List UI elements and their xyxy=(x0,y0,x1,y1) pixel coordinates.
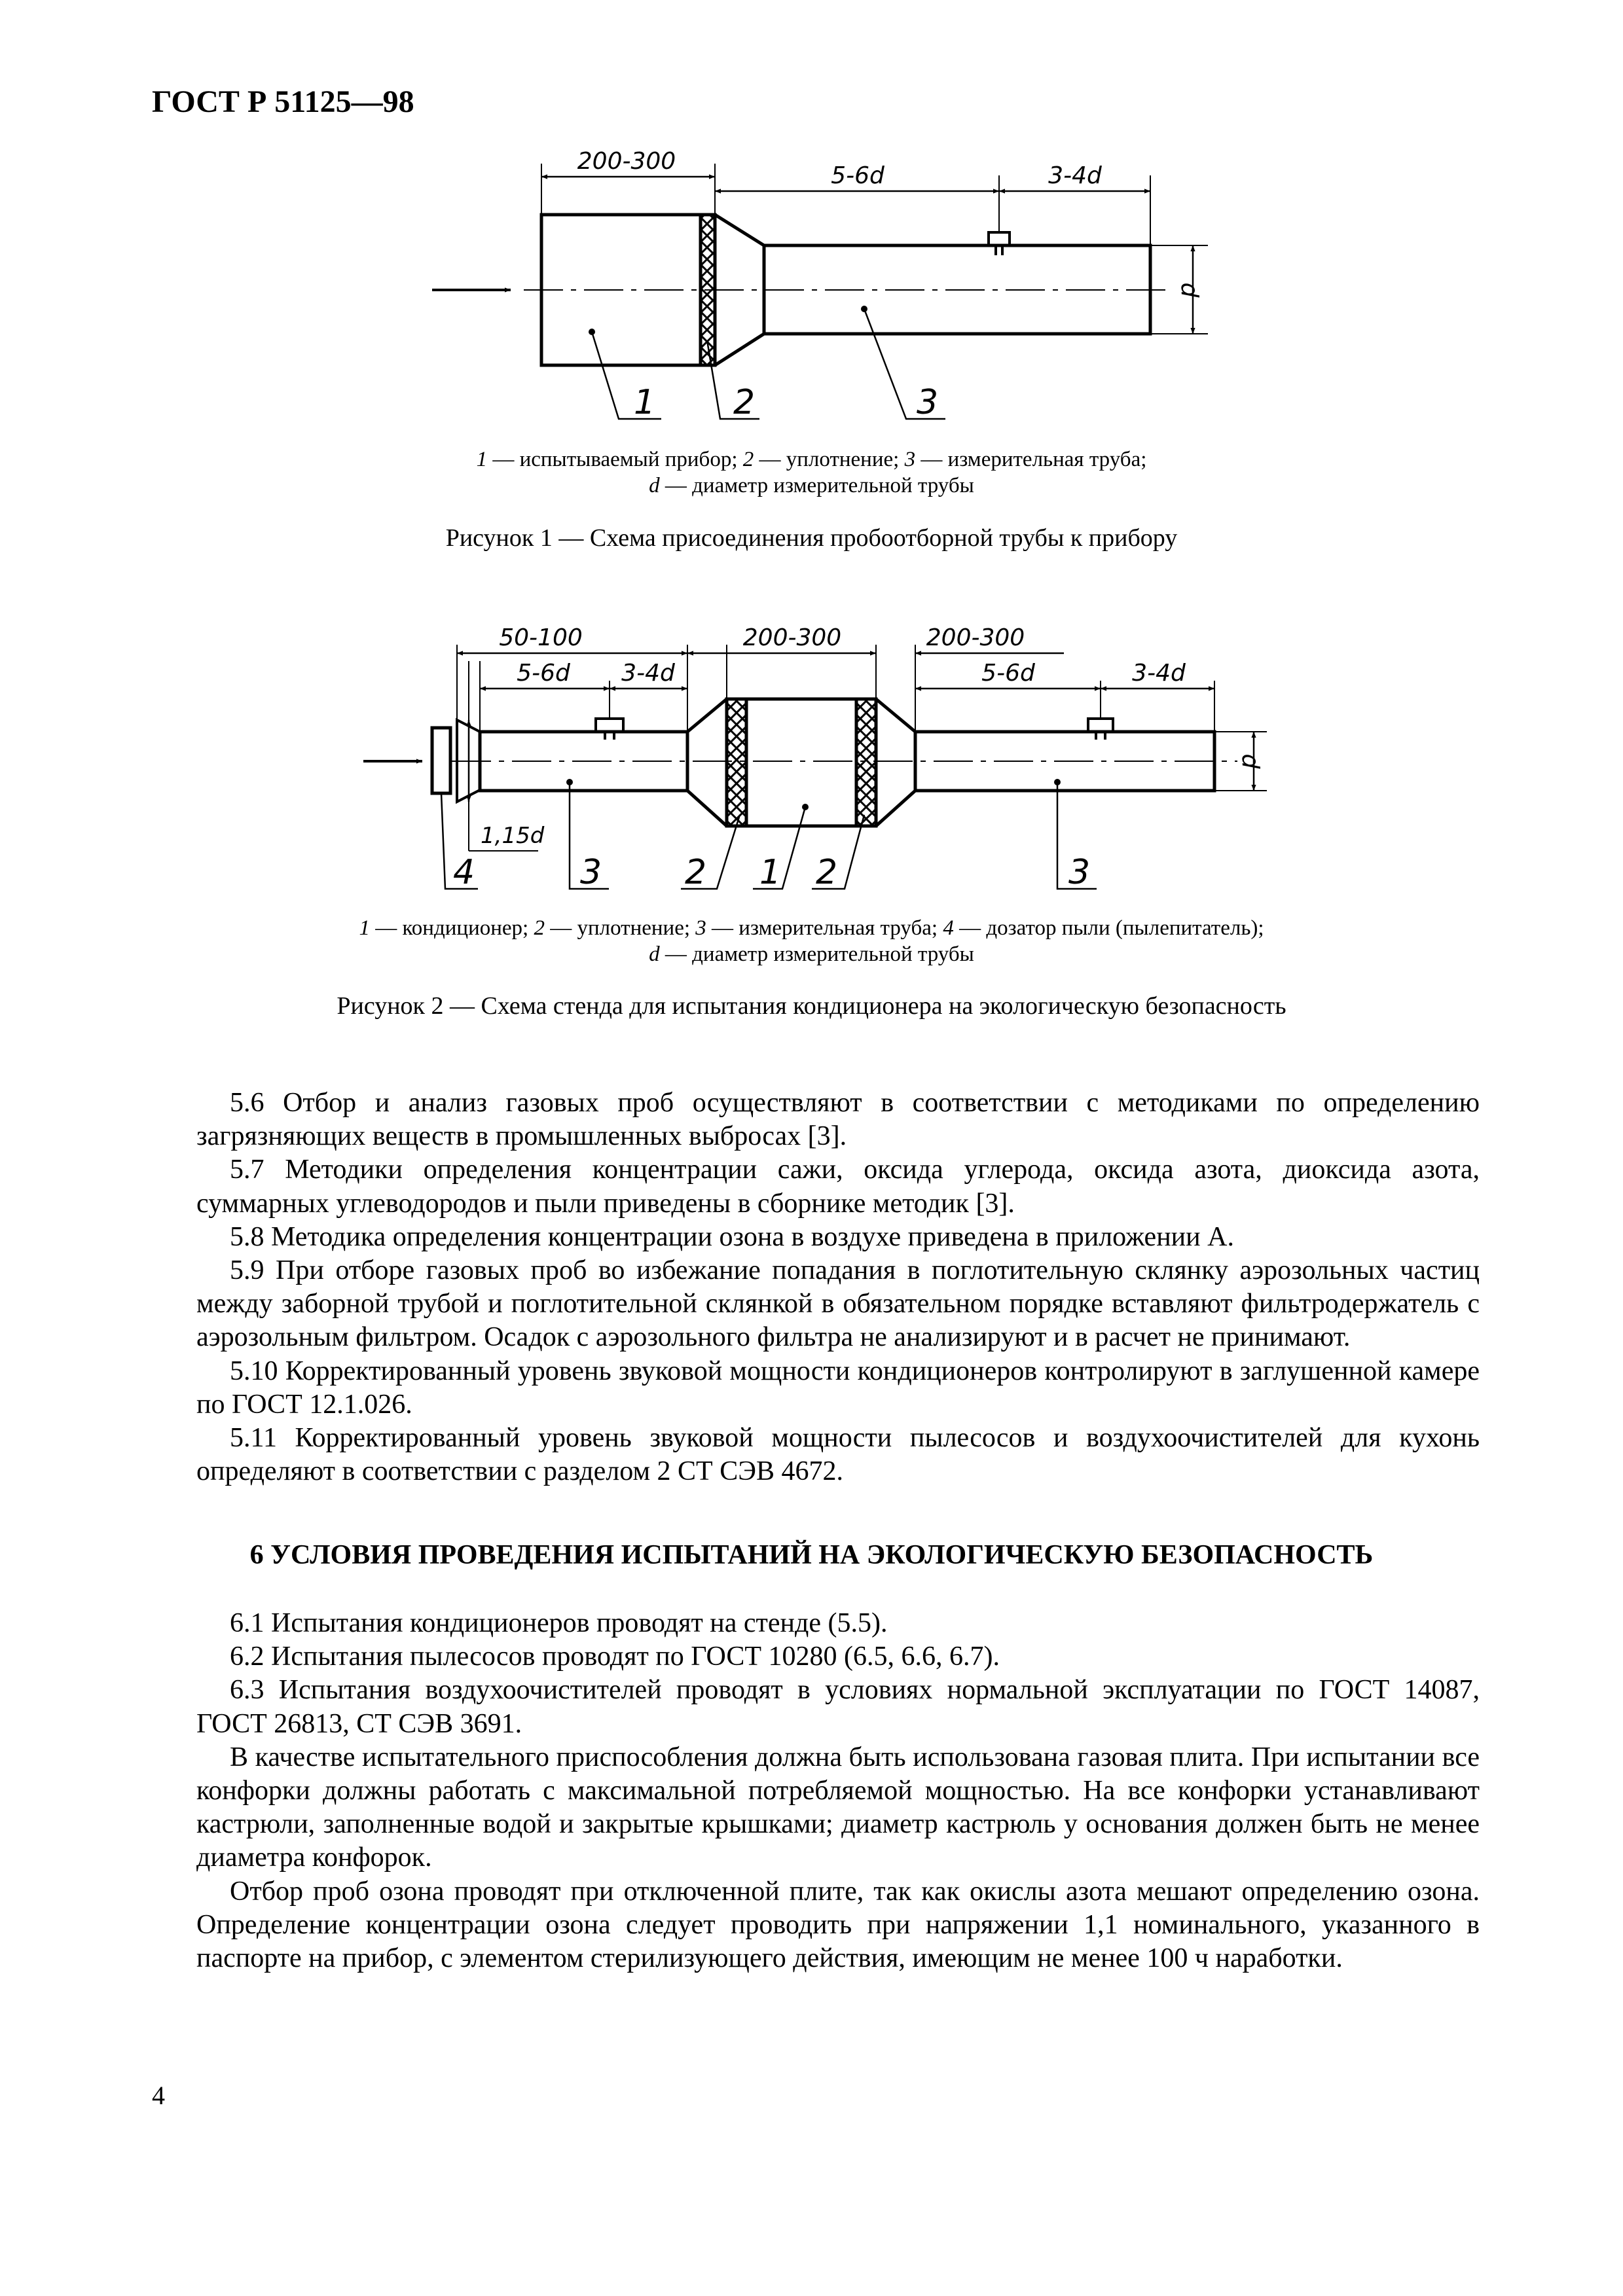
dim-label-200-300: 200-300 xyxy=(577,148,676,175)
dim-label-200-300-b: 200-300 xyxy=(926,624,1025,651)
dim-label-200-300-a: 200-300 xyxy=(742,624,842,651)
paragraph-6-2: 6.2 Испытания пылесосов проводят по ГОСТ 10280 (6.5, 6.6, 6.7). xyxy=(230,1641,1000,1672)
paragraph-5-11: 5.11 Корректированный уровень звуковой мощности пылесосов и воздухоочистителей для кухонь определяют в соответствии с разделом 2 СТ СЭВ 4672. xyxy=(196,1423,1480,1487)
dim-label-3-4d-right: 3-4d xyxy=(1132,660,1186,687)
section-5-text xyxy=(196,1086,1480,1488)
part-label-3: 3 xyxy=(917,383,939,422)
dim-label-3-4d: 3-4d xyxy=(1048,162,1102,189)
paragraph-5-10: 5.10 Корректированный уровень звуковой мощности кондиционеров контролируют в заглушенной камере по ГОСТ 12.1.026. xyxy=(196,1355,1480,1420)
part-label-3-left: 3 xyxy=(580,853,602,892)
section-6-title: 6 УСЛОВИЯ ПРОВЕДЕНИЯ ИСПЫТАНИЙ НА ЭКОЛОГИЧЕСКУЮ БЕЗОПАСНОСТЬ xyxy=(249,1540,1374,1570)
figure-1-legend: 1 — испытываемый прибор; 2 — уплотнение; 3 — измерительная труба; d — диаметр измерительной трубы xyxy=(476,448,1147,497)
dim-label-d: d xyxy=(1237,753,1264,769)
part-label-4: 4 xyxy=(453,853,475,892)
seal-left xyxy=(727,699,746,826)
sample-port-left xyxy=(596,719,623,740)
paragraph-6-1: 6.1 Испытания кондиционеров проводят на стенде (5.5). xyxy=(230,1608,888,1638)
dim-label-3-4d-left: 3-4d xyxy=(621,660,675,687)
paragraph-5-6: 5.6 Отбор и анализ газовых проб осуществляют в соответствии с методиками по определению загрязняющих веществ в промышленных выбросах [3]. xyxy=(196,1088,1480,1152)
part-label-1: 1 xyxy=(634,383,656,422)
dim-label-5-6d-right: 5-6d xyxy=(981,660,1035,687)
part-label-2: 2 xyxy=(733,383,756,422)
paragraph-5-9: 5.9 При отборе газовых проб во избежание попадания в поглотительную склянку аэрозольных частиц между заборной трубой и поглотительной склянкой в обязательном порядке вставляют фильтродержатель с аэрозольным фильтром. Осадок с аэрозольного фильтра не анализируют и в расчет не принимают. xyxy=(196,1255,1480,1353)
part-label-2-right: 2 xyxy=(816,853,838,892)
paragraph-gas-stove: В качестве испытательного приспособления должна быть использована газовая плита. При испытании все конфорки должны работать с максимальной потребляемой мощностью. На все конфорки устанавливают кастрюли, заполненные водой и закрытые крышками; диаметр кастрюль у основания должен быть не менее диаметра конфорок. xyxy=(196,1742,1480,1873)
figure-2-caption: Рисунок 2 — Схема стенда для испытания кондиционера на экологическую безопасность xyxy=(337,992,1286,1020)
sample-port-right xyxy=(1088,719,1113,740)
dim-label-d: d xyxy=(1176,282,1203,298)
part-label-2-left: 2 xyxy=(685,853,707,892)
paragraph-6-3: 6.3 Испытания воздухоочистителей проводят в условиях нормальной эксплуатации по ГОСТ 14087, ГОСТ 26813, СТ СЭВ 3691. xyxy=(196,1675,1480,1739)
part-label-1: 1 xyxy=(759,853,782,892)
dim-label-1-15d: 1,15d xyxy=(481,823,545,849)
dust-feeder xyxy=(432,728,450,793)
page-number: 4 xyxy=(152,2081,165,2110)
document-header: ГОСТ Р 51125—98 xyxy=(152,84,414,119)
figure-2-legend: 1 — кондиционер; 2 — уплотнение; 3 — измерительная труба; 4 — дозатор пыли (пылепитатель); d — диаметр измерительной трубы xyxy=(359,916,1264,966)
section-6-text xyxy=(196,1607,1480,1975)
dim-label-5-6d: 5-6d xyxy=(831,162,884,189)
seal-right xyxy=(856,699,876,826)
figure-1-diagram xyxy=(0,131,1623,432)
paragraph-5-8: 5.8 Методика определения концентрации озона в воздухе приведена в приложении А. xyxy=(230,1221,1234,1252)
figure-2-diagram xyxy=(0,602,1623,916)
dim-label-5-6d-left: 5-6d xyxy=(517,660,570,687)
paragraph-ozone-sampling: Отбор проб озона проводят при отключенной плите, так как окислы азота мешают определению озона. Определение концентрации озона следует проводить при напряжении 1,1 номинального, указанного в паспорте на прибор, с элементом стерилизующего действия, имеющим не менее 100 ч наработки. xyxy=(196,1876,1480,1974)
figure-1-caption: Рисунок 1 — Схема присоединения пробоотборной трубы к прибору xyxy=(445,524,1178,552)
paragraph-5-7: 5.7 Методики определения концентрации сажи, оксида углерода, оксида азота, диоксида азота, суммарных углеводородов и пыли приведены в сборнике методик [3]. xyxy=(196,1155,1480,1219)
air-conditioner xyxy=(746,699,856,826)
part-label-3-right: 3 xyxy=(1068,853,1091,892)
dim-label-50-100: 50-100 xyxy=(499,624,583,651)
